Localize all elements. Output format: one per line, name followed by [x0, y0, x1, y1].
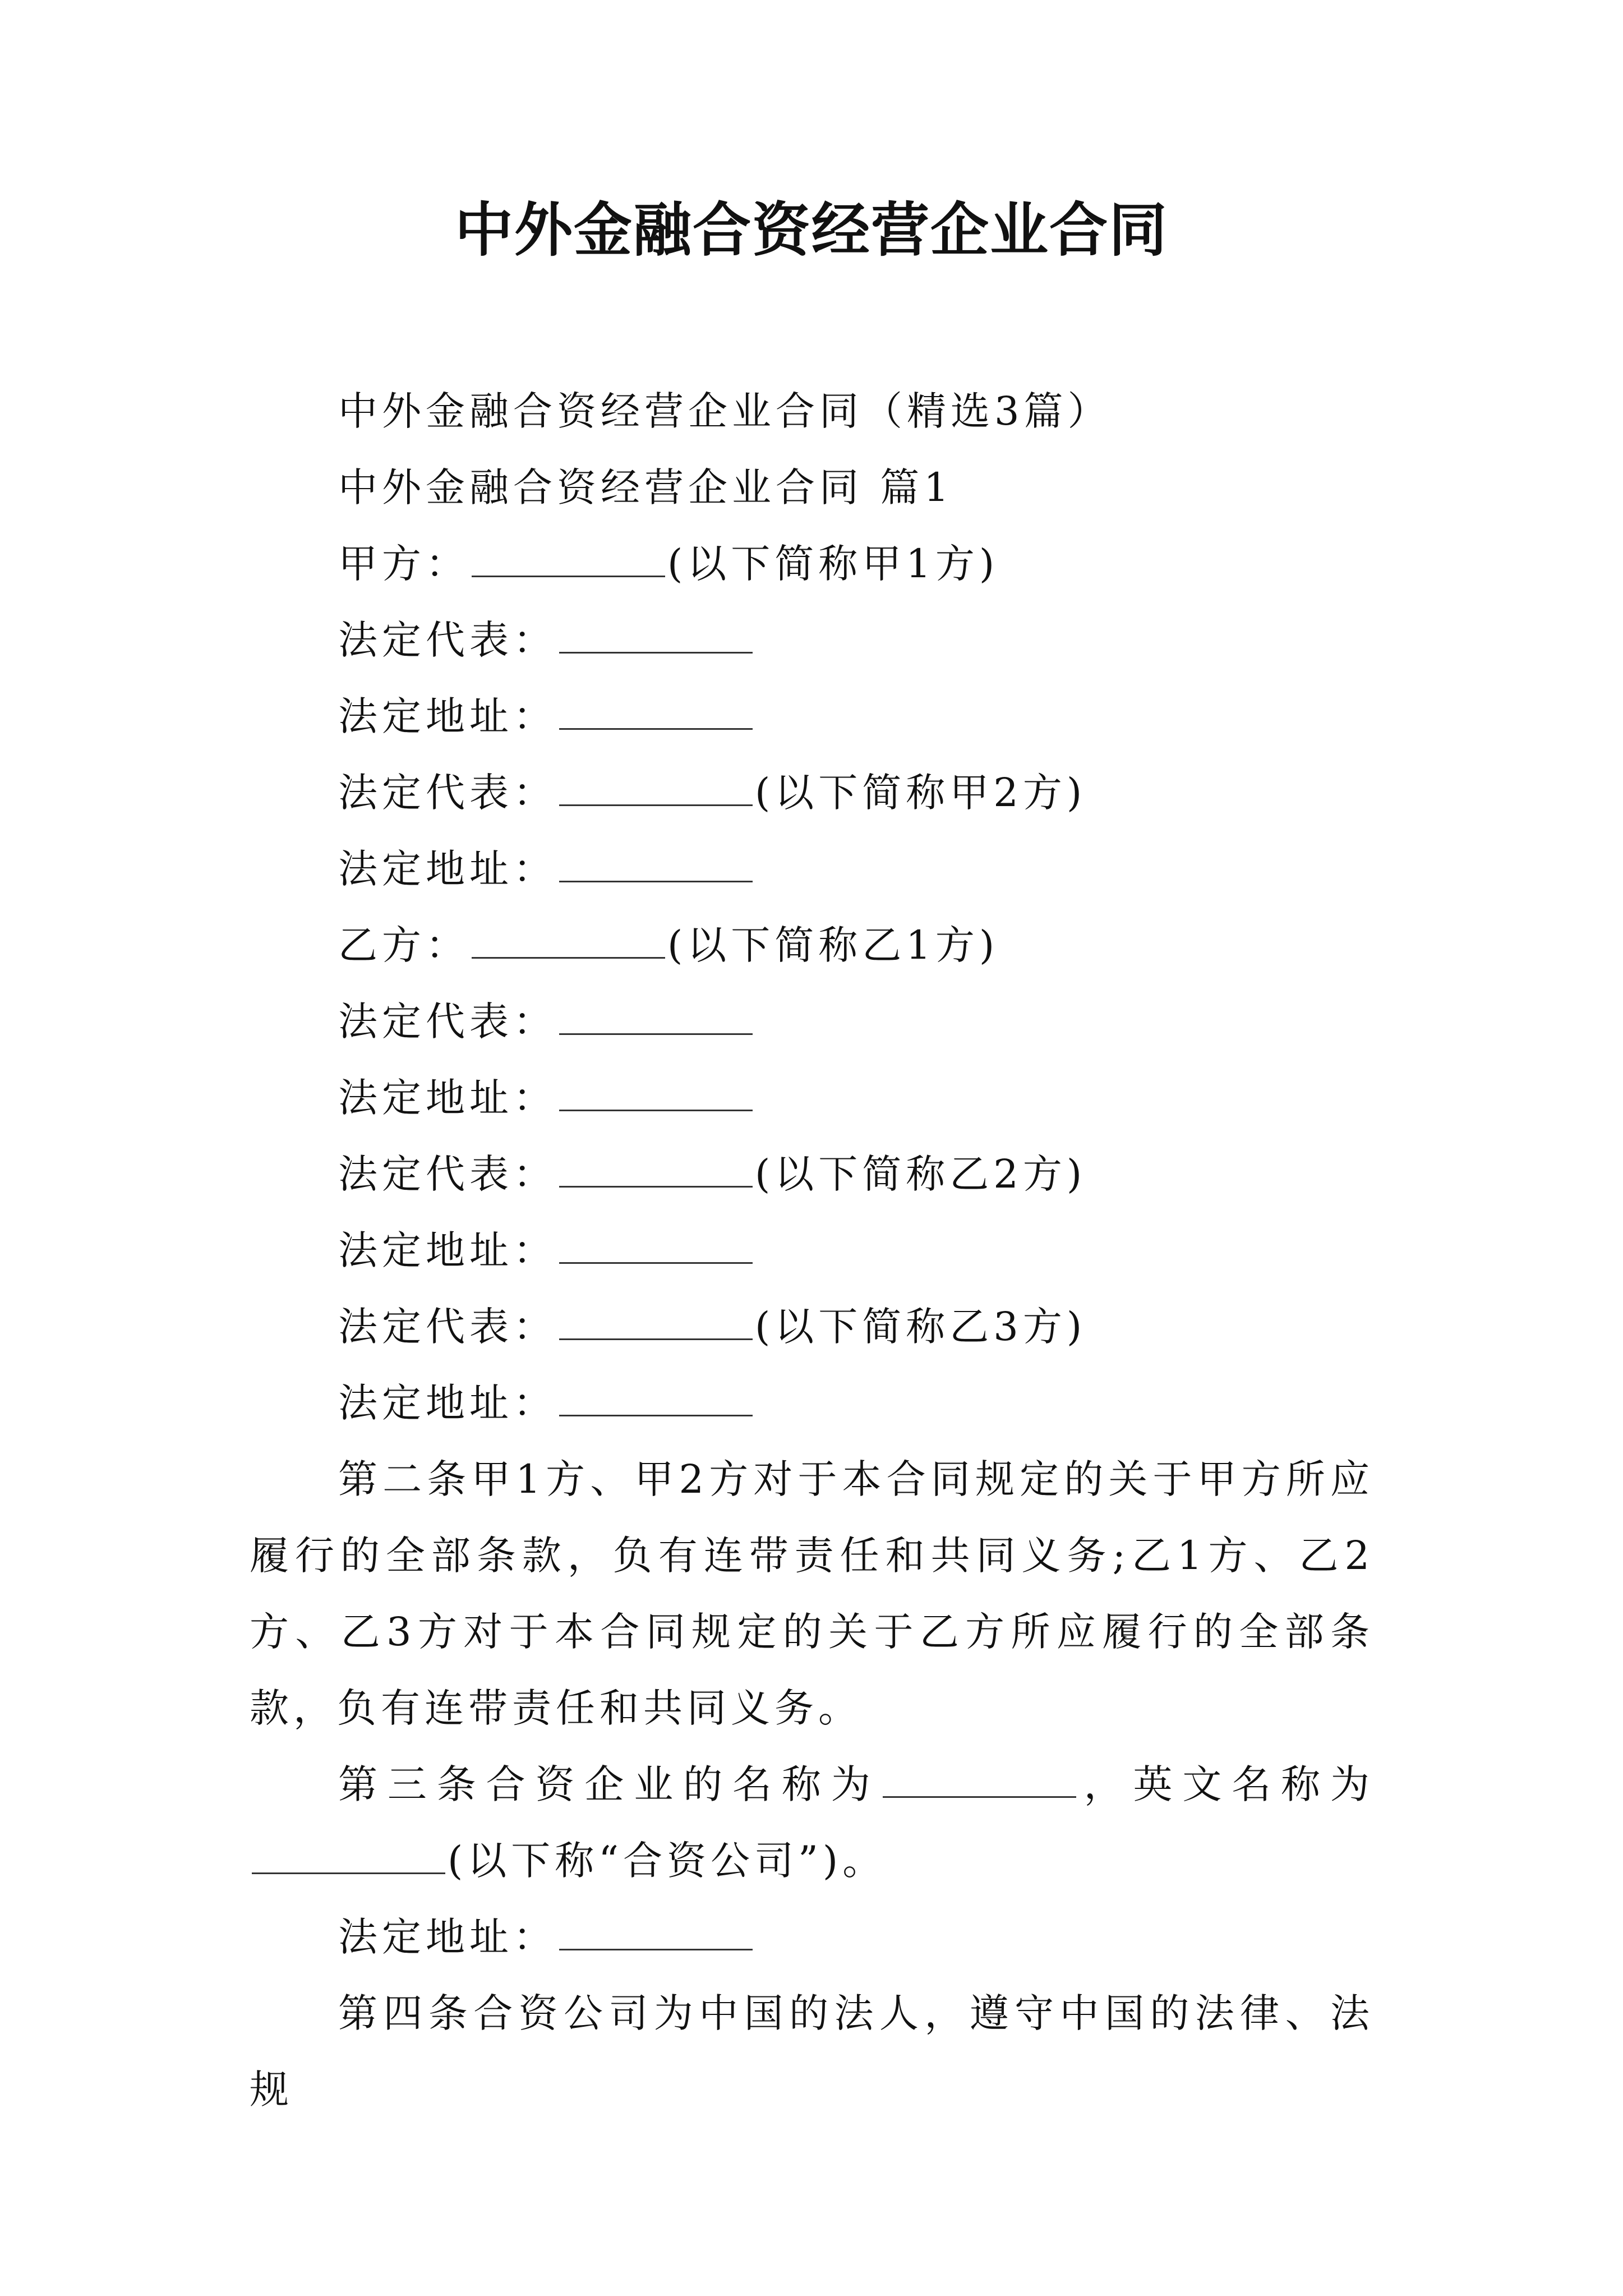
blank-field [559, 1230, 753, 1264]
article-3-suffix: (以下称“合资公司”)。 [448, 1838, 887, 1884]
rep-b2-label: 法定代表： [338, 1151, 557, 1197]
rep-a1-line [250, 602, 1374, 678]
rep-a1-label: 法定代表： [338, 617, 557, 663]
rep-a2-label: 法定代表： [338, 770, 557, 816]
document-title: 中外金融合资经营企业合同 [454, 196, 1168, 264]
blank-field [559, 1916, 753, 1950]
blank-field [559, 1382, 753, 1416]
article-2: 第二条甲1方、甲2方对于本合同规定的关于甲方所应履行的全部条款，负有连带责任和共同义务;乙1方、乙2方、乙3方对于本合同规定的关于乙方所应履行的全部条款，负有连带责任和共同义务。 [250, 1456, 1374, 1731]
blank-field [559, 696, 753, 730]
blank-field [559, 619, 753, 654]
section-heading: 中外金融合资经营企业合同 篇1 [338, 464, 953, 510]
rep-b1-line [250, 983, 1374, 1060]
blank-field [883, 1764, 1076, 1798]
addr-b1-label: 法定地址： [338, 1075, 557, 1121]
addr-a1-line [250, 678, 1374, 754]
party-a-suffix: (以下简称甲1方) [667, 541, 999, 587]
article-3 [250, 1746, 1374, 1899]
blank-field [559, 1306, 753, 1340]
blank-field [559, 772, 753, 806]
blank-field [559, 1001, 753, 1035]
article-4: 第四条合资公司为中国的法人，遵守中国的法律、法规 [250, 1990, 1374, 2113]
rep-b3-label: 法定代表： [338, 1304, 557, 1350]
subtitle: 中外金融合资经营企业合同（精选3篇） [338, 388, 1112, 434]
addr-jv-line [250, 1899, 1374, 1975]
party-b-label: 乙方： [338, 922, 469, 968]
blank-field [472, 924, 665, 959]
addr-b3-line [250, 1365, 1374, 1441]
article-3-prefix: 第三条合资企业的名称为 [338, 1761, 880, 1807]
rep-b3-suffix: (以下简称乙3方) [755, 1304, 1087, 1350]
rep-b2-line [250, 1136, 1374, 1212]
addr-b1-line [250, 1060, 1374, 1136]
addr-a1-label: 法定地址： [338, 693, 557, 739]
article-3-middle: ，英文名称为 [1078, 1761, 1375, 1807]
addr-b3-label: 法定地址： [338, 1380, 557, 1426]
party-b-line [250, 907, 1374, 983]
blank-field [559, 848, 753, 882]
addr-jv-label: 法定地址： [338, 1914, 557, 1960]
addr-b2-label: 法定地址： [338, 1227, 557, 1273]
rep-b1-label: 法定代表： [338, 999, 557, 1045]
rep-b2-suffix: (以下简称乙2方) [755, 1151, 1087, 1197]
party-b-suffix: (以下简称乙1方) [667, 922, 999, 968]
rep-b3-line [250, 1289, 1374, 1365]
blank-field [559, 1077, 753, 1111]
rep-a2-line [250, 754, 1374, 831]
addr-b2-line [250, 1212, 1374, 1289]
blank-field [472, 543, 665, 577]
blank-field [252, 1840, 445, 1874]
party-a-label: 甲方： [338, 541, 469, 587]
document-body [250, 373, 1374, 2128]
party-a-line [250, 526, 1374, 602]
blank-field [559, 1153, 753, 1188]
rep-a2-suffix: (以下简称甲2方) [755, 770, 1087, 816]
addr-a2-label: 法定地址： [338, 846, 557, 892]
addr-a2-line [250, 831, 1374, 907]
